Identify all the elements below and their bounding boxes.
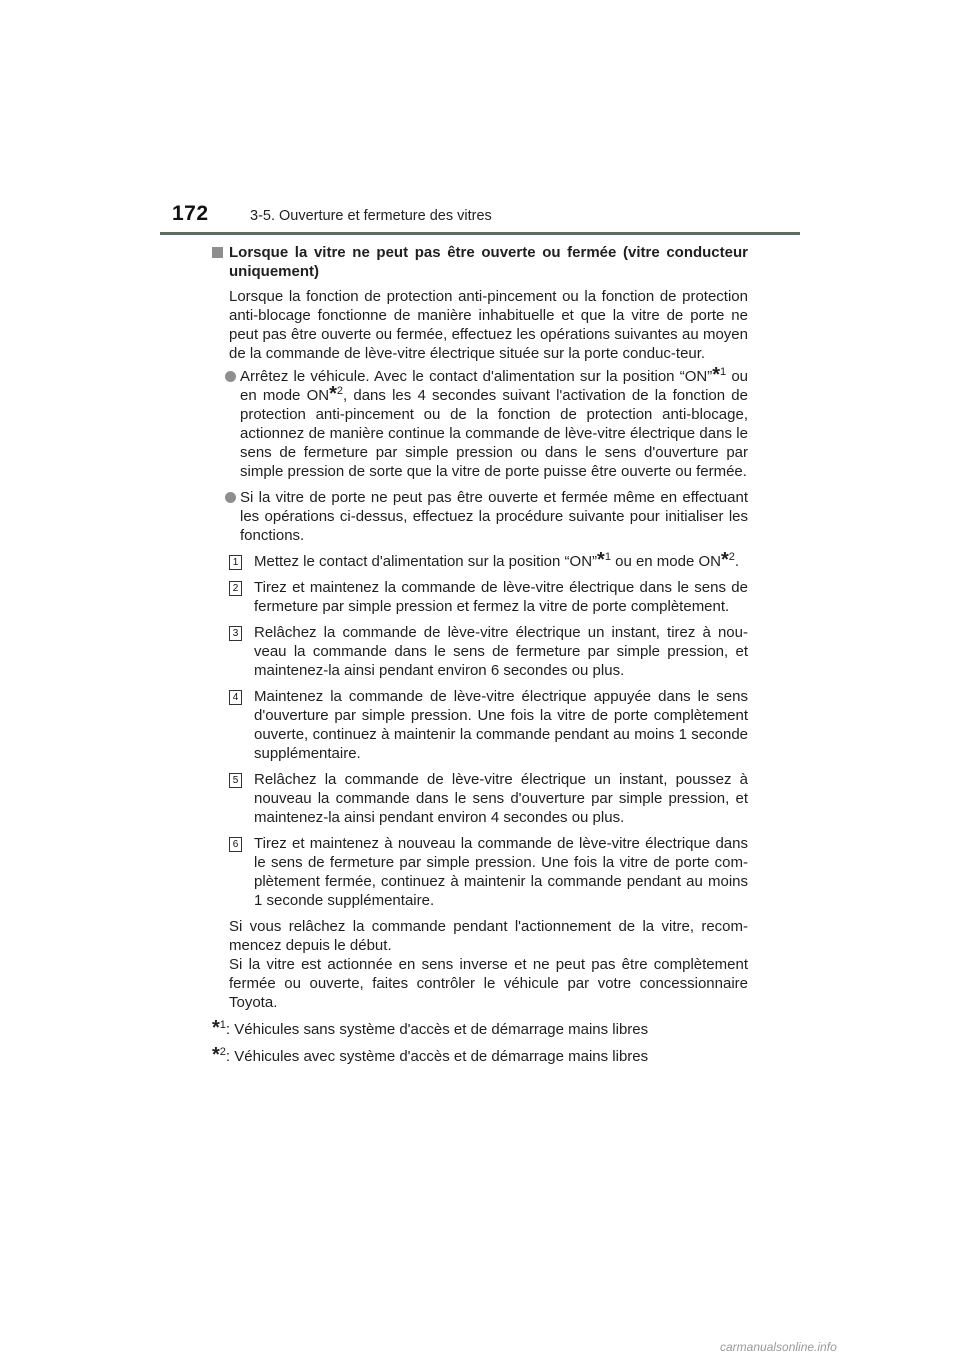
watermark: carmanualsonline.info — [720, 1340, 837, 1354]
bullet-text: Arrêtez le véhicule. Avec le contact d'alimentation sur la position “ON” — [240, 368, 713, 385]
circle-bullet-icon — [225, 492, 236, 503]
step-text: Tirez et maintenez la commande de lève-vitre électrique dans le sens de fermeture par simple pression et fermez la vitre de porte complètement. — [254, 579, 748, 615]
footnote-star: * — [712, 364, 720, 386]
step-item — [212, 578, 748, 616]
bullet-text: Si la vitre de porte ne peut pas être ouverte et fermée même en effectuant les opérations ci-dessus, effectuez la procédure suivante pour initialiser les fonctions. — [240, 489, 748, 544]
heading-text: Lorsque la vitre ne peut pas être ouverte ou fermée (vitre conducteur uniquement) — [229, 244, 748, 280]
section-heading — [212, 243, 748, 281]
footnote-star: * — [329, 383, 337, 405]
footnote-text: : Véhicules sans système d'accès et de démarrage mains libres — [225, 1021, 649, 1038]
footnote-ref: 2 — [336, 385, 344, 397]
step-number-badge: 3 — [229, 626, 242, 641]
section-title: 3-5. Ouverture et fermeture des vitres — [250, 208, 492, 224]
step-number-badge: 1 — [229, 555, 242, 570]
note-paragraph: Si vous relâchez la commande pendant l'actionnement de la vitre, recom-mencez depuis le début. — [229, 918, 748, 954]
step-number-badge: 5 — [229, 773, 242, 788]
step-text: . — [734, 553, 740, 570]
step-text: Relâchez la commande de lève-vitre électrique un instant, poussez à nouveau la commande dans le sens d'ouverture par simple pression, et maintenez-la ainsi pendant environ 4 secondes ou plus. — [254, 771, 748, 826]
bullet-text: ou en mode ON — [240, 368, 748, 404]
content-body — [212, 243, 748, 1073]
circle-bullet-icon — [225, 371, 236, 382]
step-text: Relâchez la commande de lève-vitre électrique un instant, tirez à nou-veau la commande dans le sens de fermeture par simple pression, et maintenez-la ainsi pendant environ 6 secondes ou plus. — [254, 624, 748, 679]
step-item — [212, 549, 748, 571]
page-number: 172 — [172, 202, 209, 225]
note-paragraph: Si la vitre est actionnée en sens inverse et ne peut pas être complètement fermée ou ouverte, faites contrôler le véhicule par votre concessionnaire Toyota. — [229, 956, 748, 1011]
footnote-star: * — [721, 549, 729, 571]
header-rule — [160, 232, 800, 235]
footnote-star: * — [597, 549, 605, 571]
footnote-ref: 1 — [604, 551, 611, 563]
footnote-ref: 1 — [219, 1019, 226, 1031]
step-number-badge: 4 — [229, 690, 242, 705]
step-text: Maintenez la commande de lève-vitre électrique appuyée dans le sens d'ouverture par simple pression. Une fois la vitre de porte complètement ouverte, continuez à maintenir la commande pendant au moins 1 seconde supplémentaire. — [254, 688, 748, 762]
footnote-2 — [212, 1044, 748, 1066]
step-text: Tirez et maintenez à nouveau la commande de lève-vitre électrique dans le sens de fermeture par simple pression. Une fois la vitre de porte com-plètement fermée, continuez à maintenir la commande pendant au moins 1 seconde supplémentaire. — [254, 835, 748, 909]
bullet-item — [212, 488, 748, 545]
bullet-text: , dans les 4 secondes suivant l'activation de la fonction de protection anti-pincement ou de la fonction de protection anti-blocage, actionnez de manière continue la commande de lève-vitre électrique dans le sens de fermeture par simple pression ou dans le sens d'ouverture par simple pression de sorte que la vitre de porte puisse être ouverte ou fermée. — [240, 387, 748, 480]
step-item — [212, 687, 748, 763]
step-item — [212, 623, 748, 680]
step-number-badge: 2 — [229, 581, 242, 596]
step-text: Mettez le contact d'alimentation sur la position “ON” — [254, 553, 598, 570]
step-item — [212, 770, 748, 827]
step-number-badge: 6 — [229, 837, 242, 852]
footnote-text: : Véhicules avec système d'accès et de démarrage mains libres — [225, 1048, 649, 1065]
footnote-ref: 2 — [728, 551, 735, 563]
step-text: ou en mode ON — [610, 553, 721, 570]
footnote-star: * — [212, 1017, 220, 1039]
intro-paragraph: Lorsque la fonction de protection anti-pincement ou la fonction de protection anti-blocage fonctionne de manière inhabituelle et que la vitre de porte ne peut pas être ouverte ou fermée, effectuez les opérations suivantes au moyen de la commande de lève-vitre électrique située sur la porte conduc-teur. — [229, 288, 748, 362]
step-item — [212, 834, 748, 910]
square-bullet-icon — [212, 247, 223, 258]
footnote-star: * — [212, 1044, 220, 1066]
bullet-item — [212, 364, 748, 481]
footnote-ref: 2 — [219, 1046, 226, 1058]
footnote-1 — [212, 1017, 748, 1039]
footnote-ref: 1 — [720, 366, 727, 378]
